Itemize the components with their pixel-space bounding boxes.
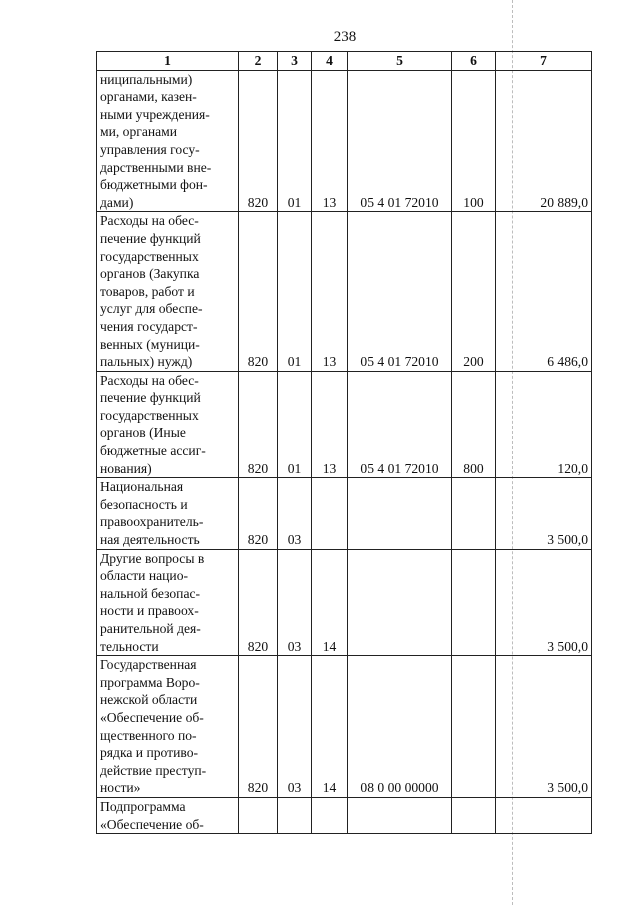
row-amount: 3 500,0 (496, 549, 592, 656)
row-vr: 100 (452, 70, 496, 212)
header-col-7: 7 (496, 52, 592, 71)
row-vr: 800 (452, 371, 496, 478)
row-gr: 820 (239, 478, 278, 549)
row-pr (312, 797, 348, 833)
row-csr (348, 797, 452, 833)
row-csr (348, 549, 452, 656)
row-csr: 05 4 01 72010 (348, 70, 452, 212)
table-row (97, 549, 592, 656)
row-rz: 03 (278, 656, 312, 798)
row-name-text: ниципальными) органами, казен- ными учреждения- ми, органами управления госу- дарственными вне- бюджетными фон- дами) (100, 71, 212, 210)
row-name (97, 797, 239, 833)
row-name-text: Расходы на обес- печение функций государственных органов (Иные бюджетные ассиг- нования) (100, 372, 206, 476)
row-vr: 200 (452, 212, 496, 371)
row-vr (452, 549, 496, 656)
row-vr (452, 656, 496, 798)
row-rz: 03 (278, 478, 312, 549)
row-name-text: Подпрограмма «Обеспечение об- (100, 798, 204, 832)
row-pr: 13 (312, 371, 348, 478)
row-name-text: Другие вопросы в области нацио- нальной безопас- ности и правоох- ранительной дея- тельности (100, 550, 205, 654)
row-name (97, 549, 239, 656)
row-csr: 05 4 01 72010 (348, 212, 452, 371)
header-col-6: 6 (452, 52, 496, 71)
row-amount: 20 889,0 (496, 70, 592, 212)
header-col-5: 5 (348, 52, 452, 71)
header-row (97, 52, 592, 71)
row-rz (278, 797, 312, 833)
row-amount (496, 797, 592, 833)
row-pr: 14 (312, 549, 348, 656)
row-pr: 14 (312, 656, 348, 798)
row-name (97, 371, 239, 478)
row-name (97, 656, 239, 798)
row-gr: 820 (239, 371, 278, 478)
header-col-4: 4 (312, 52, 348, 71)
row-name-text: Государственная программа Воро- нежской области «Обеспечение об- щественного по- рядка и противо- действие преступ- ности» (100, 657, 207, 796)
row-name (97, 70, 239, 212)
row-rz: 01 (278, 371, 312, 478)
row-name-text: Национальная безопасность и правоохранитель- ная деятельность (100, 479, 204, 548)
row-amount: 3 500,0 (496, 478, 592, 549)
table-row (97, 371, 592, 478)
row-gr: 820 (239, 549, 278, 656)
header-col-3: 3 (278, 52, 312, 71)
row-name (97, 478, 239, 549)
row-csr: 08 0 00 00000 (348, 656, 452, 798)
header-col-2: 2 (239, 52, 278, 71)
row-csr (348, 478, 452, 549)
row-amount: 3 500,0 (496, 656, 592, 798)
row-pr (312, 478, 348, 549)
table-row (97, 478, 592, 549)
budget-table (96, 51, 592, 834)
row-pr: 13 (312, 70, 348, 212)
table-row (97, 70, 592, 212)
row-name-text: Расходы на обес- печение функций государственных органов (Закупка товаров, работ и услуг для обеспе- чения государст- венных (муници- пальных) нужд) (100, 213, 203, 370)
row-vr (452, 797, 496, 833)
row-vr (452, 478, 496, 549)
header-col-1: 1 (97, 52, 239, 71)
row-amount: 120,0 (496, 371, 592, 478)
row-pr: 13 (312, 212, 348, 371)
table-row (97, 212, 592, 371)
row-rz: 03 (278, 549, 312, 656)
row-rz: 01 (278, 70, 312, 212)
table-row (97, 656, 592, 798)
page-number: 238 (333, 29, 357, 45)
table-row (97, 797, 592, 833)
row-gr (239, 797, 278, 833)
row-gr: 820 (239, 70, 278, 212)
row-gr: 820 (239, 212, 278, 371)
row-amount: 6 486,0 (496, 212, 592, 371)
row-name (97, 212, 239, 371)
row-csr: 05 4 01 72010 (348, 371, 452, 478)
row-rz: 01 (278, 212, 312, 371)
row-gr: 820 (239, 656, 278, 798)
